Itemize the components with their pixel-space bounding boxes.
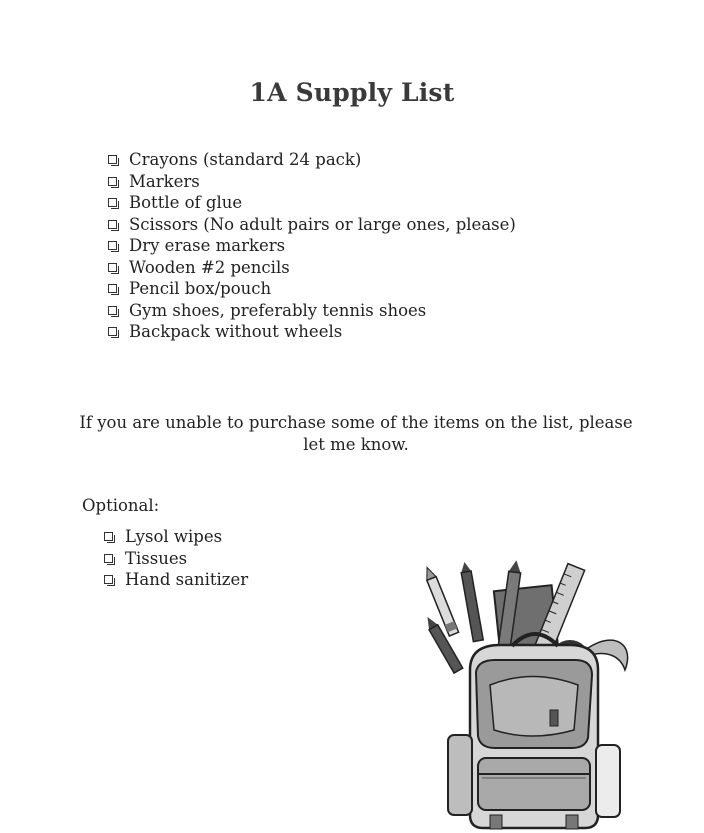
list-item <box>108 149 516 171</box>
list-item <box>104 548 248 570</box>
checkbox-bullet-icon <box>108 177 117 186</box>
list-item <box>108 278 516 300</box>
list-item-label: Hand sanitizer <box>125 570 249 589</box>
optional-heading: Optional: <box>82 496 160 515</box>
checkbox-bullet-icon <box>104 575 113 584</box>
list-item-label: Markers <box>129 171 200 191</box>
list-item-label: Lysol wipes <box>125 527 223 546</box>
list-item <box>108 214 516 236</box>
list-item <box>108 192 516 214</box>
checkbox-bullet-icon <box>108 241 117 250</box>
list-item-label: Tissues <box>125 548 188 568</box>
checkbox-bullet-icon <box>108 284 117 293</box>
list-item <box>108 300 516 322</box>
checkbox-bullet-icon <box>104 554 113 563</box>
list-item <box>108 235 516 257</box>
list-item <box>108 257 516 279</box>
page-title: 1A Supply List <box>249 78 455 107</box>
checkbox-bullet-icon <box>108 220 117 229</box>
checkbox-bullet-icon <box>104 532 113 541</box>
list-item-label: Dry erase markers <box>129 236 286 255</box>
list-item-label: Backpack without wheels <box>129 322 343 341</box>
checkbox-bullet-icon <box>108 306 117 315</box>
list-item-label: Bottle of glue <box>129 193 243 212</box>
checkbox-bullet-icon <box>108 155 117 164</box>
list-item <box>108 321 516 343</box>
list-item-label: Scissors (No adult pairs or large ones, please) <box>129 214 516 234</box>
list-item <box>104 526 248 548</box>
list-item <box>104 569 248 591</box>
backpack-with-school-supplies-icon <box>420 560 650 830</box>
list-item-label: Crayons (standard 24 pack) <box>129 150 362 169</box>
list-item-label: Gym shoes, preferably tennis shoes <box>129 300 427 320</box>
optional-list <box>104 526 248 591</box>
checkbox-bullet-icon <box>108 263 117 272</box>
supply-list <box>108 149 516 343</box>
list-item <box>108 171 516 193</box>
purchase-note: If you are unable to purchase some of the items on the list, please let me know. <box>79 413 633 454</box>
checkbox-bullet-icon <box>108 327 117 336</box>
checkbox-bullet-icon <box>108 198 117 207</box>
list-item-label: Pencil box/pouch <box>129 279 272 298</box>
list-item-label: Wooden #2 pencils <box>129 257 290 277</box>
